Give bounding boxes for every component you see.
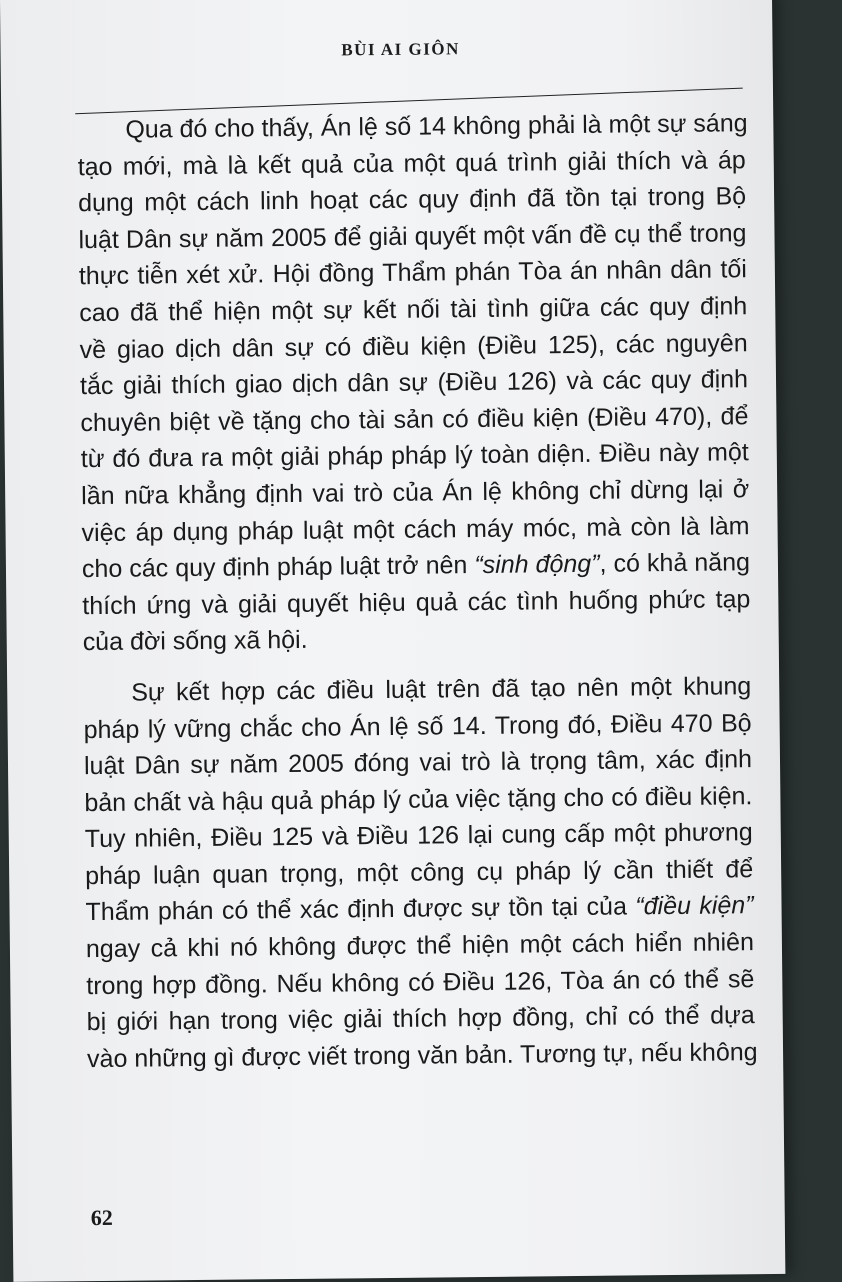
emphasized-text: “sinh động” <box>474 549 600 580</box>
running-header: BÙI AI GIÔN <box>341 39 460 60</box>
paragraph-2 <box>83 668 758 1078</box>
text-line: Tuy nhiên, Điều 125 và Điều 126 lại cung cấp một phương <box>84 818 753 854</box>
text-line: từ đó đưa ra một giải pháp pháp lý toàn diện. Điều này một <box>80 438 749 474</box>
text-line: pháp luận quan trọng, một công cụ pháp lý cần thiết để <box>85 855 754 891</box>
text-line: bản chất và hậu quả pháp lý của việc tặng cho có điều kiện. <box>84 781 753 817</box>
page-number: 62 <box>90 1204 113 1231</box>
text-line: của đời sống xã hội. <box>82 626 308 657</box>
text-line: lần nữa khẳng định vai trò của Án lệ không chỉ dừng lại ở <box>81 475 750 511</box>
text-segment: , có khả năng <box>599 548 751 578</box>
text-line: Qua đó cho thấy, Án lệ số 14 không phải là một sự sáng <box>125 109 748 144</box>
text-line: ngay cả khi nó không được thể hiện một cách hiển nhiên <box>85 928 755 964</box>
text-line: tạo mới, mà là kết quả của một quá trình giải thích và áp <box>77 145 746 181</box>
text-line: pháp lý vững chắc cho Án lệ số 14. Trong đó, Điều 470 Bộ <box>83 708 752 744</box>
text-line: vào những gì được viết trong văn bản. Tương tự, nếu không <box>86 1037 758 1073</box>
text-line: thích ứng và giải quyết hiệu quả các tình huống phức tạp <box>82 584 751 620</box>
emphasized-text: “điều kiện” <box>635 891 754 921</box>
text-line: tắc giải thích giao dịch dân sự (Điều 126) và các quy định <box>79 365 749 401</box>
text-line: bị giới hạn trong việc giải thích hợp đồng, chỉ có thể dựa <box>86 1001 755 1037</box>
text-line: Sự kết hợp các điều luật trên đã tạo nên một khung <box>131 672 752 707</box>
text-line: về giao dịch dân sự có điều kiện (Điều 125), các nguyên <box>79 328 748 364</box>
text-line: việc áp dụng pháp luật một cách máy móc, mà còn là làm <box>81 511 750 547</box>
text-segment: cho các quy định pháp luật trở nên <box>81 551 475 584</box>
text-line: chuyên biệt về tặng cho tài sản có điều kiện (Điều 470), để <box>80 401 749 437</box>
text-line: luật Dân sự năm 2005 đóng vai trò là trọng tâm, xác định <box>83 745 753 781</box>
text-line: cao đã thể hiện một sự kết nối tài tình giữa các quy định <box>79 292 748 328</box>
body-text <box>77 105 758 1077</box>
text-line: luật Dân sự năm 2005 để giải quyết một vấn đề cụ thể trong <box>78 218 747 254</box>
text-line: trong hợp đồng. Nếu không có Điều 126, Tòa án có thể sẽ <box>86 964 755 1000</box>
text-segment: Thẩm phán có thể xác định được sự tồn tại của <box>85 892 636 927</box>
text-line: thực tiễn xét xử. Hội đồng Thẩm phán Tòa án nhân dân tối <box>78 255 748 291</box>
paragraph-1 <box>77 105 751 661</box>
text-line: dụng một cách linh hoạt các quy định đã tồn tại trong Bộ <box>77 182 747 218</box>
